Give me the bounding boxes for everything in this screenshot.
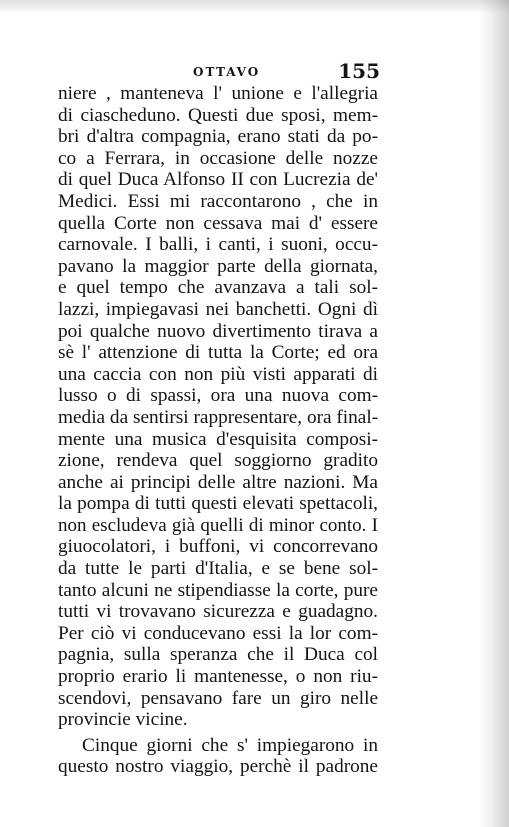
text-line: Cinque giorni che s' impiegarono in	[82, 734, 378, 756]
text-line: provincie vicine.	[58, 709, 188, 731]
text-line: proprio erario li mantenesse, o non riu-	[58, 666, 378, 688]
page-number: 155	[338, 59, 380, 83]
text-line: Medici. Essi mi raccontarono , che in	[58, 190, 378, 212]
page-header	[60, 61, 380, 85]
text-line: bri d'altra compagnia, erano stati da po-	[58, 126, 378, 148]
text-line: lusso o di spassi, ora una nuova com-	[58, 385, 378, 407]
text-line: mente una musica d'esquisita composi-	[58, 428, 378, 450]
running-head: OTTAVO	[193, 65, 261, 79]
text-line: e quel tempo che avanzava a tali sol-	[58, 277, 378, 299]
text-line: giuocolatori, i buffoni, vi concorrevano	[58, 536, 378, 558]
paragraph-1	[58, 83, 378, 731]
text-line: scendovi, pensavano fare un giro nelle	[58, 687, 378, 709]
text-line: anche ai principi delle altre nazioni. Ma	[58, 471, 378, 493]
text-line: niere , manteneva l' unione e l'allegria	[58, 83, 378, 104]
body-text	[58, 83, 378, 778]
text-line: non escludeva già quelli di minor conto. I	[58, 514, 378, 536]
text-line: la pompa di tutti questi elevati spettacoli,	[58, 493, 378, 515]
text-line: media da sentirsi rappresentare, ora final-	[58, 406, 379, 428]
text-line: tutti vi trovavano sicurezza e guadagno.	[58, 601, 378, 623]
text-line: carnovale. I balli, i canti, i suoni, occu-	[58, 234, 378, 256]
text-line: tanto alcuni ne stipendiasse la corte, pure	[58, 579, 378, 601]
text-line: poi qualche nuovo divertimento tirava a	[58, 320, 378, 342]
text-line: di quel Duca Alfonso II con Lucrezia de'	[58, 169, 378, 191]
text-line: una caccia con non più visti apparati di	[58, 363, 378, 385]
text-line: co a Ferrara, in occasione delle nozze	[58, 147, 378, 169]
text-line: pavano la maggior parte della giornata,	[58, 255, 378, 277]
text-line: di ciascheduno. Questi due sposi, mem-	[58, 104, 378, 126]
page-top-shadow	[0, 0, 509, 14]
text-line: da tutte le parti d'Italia, e se bene sol-	[58, 558, 378, 580]
text-line: questo nostro viaggio, perchè il padrone	[58, 756, 378, 778]
text-line: lazzi, impiegavasi nei banchetti. Ogni dì	[58, 298, 378, 320]
text-line: quella Corte non cessava mai d' essere	[58, 212, 378, 234]
paragraph-2	[58, 735, 378, 778]
text-line: zione, rendeva quel soggiorno gradito	[58, 450, 378, 472]
page-edge-shadow	[479, 0, 509, 827]
text-line: sè l' attenzione di tutta la Corte; ed ora	[58, 342, 378, 364]
text-line: pagnia, sulla speranza che il Duca col	[58, 644, 378, 666]
text-line: Per ciò vi conducevano essi la lor com-	[58, 622, 378, 644]
